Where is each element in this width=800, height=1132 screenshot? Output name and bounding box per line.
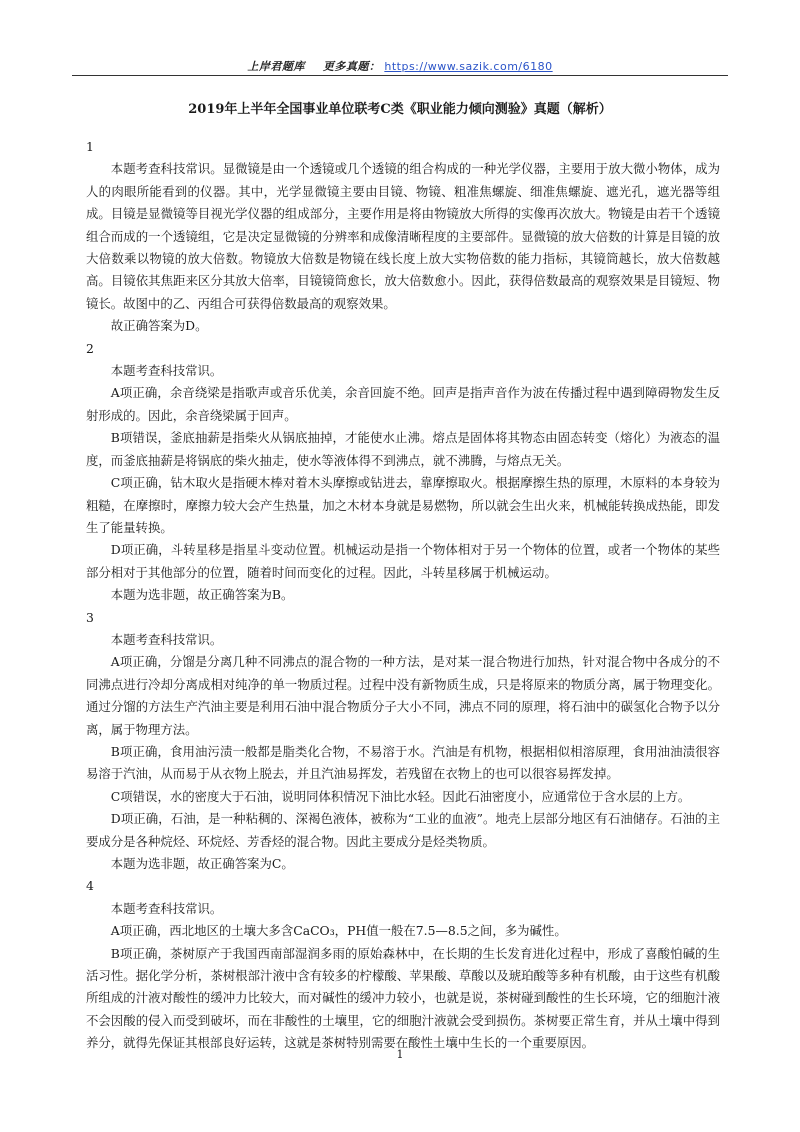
paragraph: A项正确，西北地区的土壤大多含CaCO₃，PH值一般在7.5—8.5之间，多为碱性。 — [110, 923, 567, 939]
paragraph: A项正确，分馏是分离几种不同沸点的混合物的一种方法，是对某一混合物进行加热，针对混合物中各成分的不同沸点进行冷却分离成相对纯净的单一物质过程。过程中没有新物质生成，只是将原来的物质分离，属于物理变化。通过分馏的方法生产汽油主要是利用石油中混合物质分子大小不同，沸点不同的原理，将石油中的碳氢化合物予以分离，属于物理方法。 — [86, 654, 720, 737]
paragraph: B项正确，食用油污渍一般都是脂类化合物，不易溶于水。汽油是有机物，根据相似相溶原理，食用油油渍很容易溶于汽油，从而易于从衣物上脱去，并且汽油易挥发，若残留在衣物上的也可以很容易挥发掉。 — [86, 743, 720, 782]
paragraph: 本题为选非题，故正确答案为B。 — [110, 587, 294, 603]
question-number: 1 — [86, 139, 94, 154]
paragraph: 本题考查科技常识。 — [110, 631, 223, 647]
paragraph: C项正确，钻木取火是指硬木棒对着木头摩擦或钻进去，靠摩擦取火。根据摩擦生热的原理，木原料的本身较为粗糙，在摩擦时，摩擦力较大会产生热量，加之木材本身就是易燃物，所以就会生出火来，机械能转换成热能，即发生了能量转换。 — [86, 475, 720, 535]
paragraph: 故正确答案为D。 — [110, 318, 208, 334]
paragraph: D项正确，斗转星移是指星斗变动位置。机械运动是指一个物体相对于另一个物体的位置，或者一个物体的某些部分相对于其他部分的位置，随着时间而变化的过程。因此，斗转星移属于机械运动。 — [86, 542, 720, 580]
page-header — [0, 58, 800, 74]
site-name: 上岸君题库 — [247, 60, 305, 73]
paragraph: 本题考查科技常识。显微镜是由一个透镜或几个透镜的组合构成的一种光学仪器，主要用于放大微小物体，成为人的肉眼所能看到的仪器。其中，光学显微镜主要由目镜、物镜、粗准焦螺旋、细准焦螺旋、遮光孔，遮光器等组成。目镜是显微镜等目视光学仪器的组成部分，主要作用是将由物镜放大所得的实像再次放大。物镜是由若干个透镜组合而成的一个透镜组，它是决定显微镜的分辨率和成像清晰程度的主要部件。显微镜的放大倍数的计算是目镜的放大倍数乘以物镜的放大倍数。物镜放大倍数是物镜在线长度上放大实物倍数的能力指标，其镜筒越长，放大倍数越高。目镜依其焦距来区分其放大倍率，目镜镜筒愈长，放大倍数愈小。因此，获得倍数最高的观察效果是目镜短、物镜长。故图中的乙、丙组合可获得倍数最高的观察效果。 — [86, 161, 720, 311]
paragraph: D项正确，石油，是一种粘稠的、深褐色液体，被称为“工业的血液”。地壳上层部分地区有石油储存。石油的主要成分是各种烷烃、环烷烃、芳香烃的混合物。因此主要成分是烃类物质。 — [86, 811, 720, 849]
paragraph: 本题考查科技常识。 — [110, 900, 223, 916]
source-label: 更多真题： — [322, 60, 381, 73]
document-body — [86, 136, 720, 1055]
paragraph: 本题考查科技常识。 — [110, 363, 223, 379]
source-link[interactable]: https://www.sazik.com/6180 — [384, 60, 553, 73]
document-title: 2019年上半年全国事业单位联考C类《职业能力倾向测验》真题（解析） — [188, 102, 612, 117]
paragraph: 本题为选非题，故正确答案为C。 — [110, 856, 294, 871]
header-divider — [72, 75, 728, 76]
question-number: 3 — [86, 609, 94, 625]
page-number: 1 — [396, 1048, 404, 1061]
question-number: 2 — [86, 340, 94, 356]
paragraph: A项正确，余音绕梁是指歌声或音乐优美，余音回旋不绝。回声是指声音作为波在传播过程中遇到障碍物发生反射形成的。因此，余音绕梁属于回声。 — [86, 385, 720, 423]
paragraph: B项正确，茶树原产于我国西南部湿润多雨的原始森林中，在长期的生长发育进化过程中，形成了喜酸怕碱的生活习性。据化学分析，茶树根部汁液中含有较多的柠檬酸、苹果酸、草酸以及琥珀酸等多种有机酸，由于这些有机酸所组成的汁液对酸性的缓冲力比较大，而对碱性的缓冲力较小，也就是说，茶树碰到酸性的生长环境，它的细胞汁液不会因酸的侵入而受到破坏，而在非酸性的土壤里，它的细胞汁液就会受到损伤。茶树要正常生育，并从土壤中得到养分，就得先保证其根部良好运转，这就是茶树特别需要在酸性土壤中生长的一个重要原因。 — [86, 945, 720, 1051]
paragraph: C项错误，水的密度大于石油，说明同体积情况下油比水轻。因此石油密度小，应通常位于含水层的上方。 — [110, 788, 691, 804]
question-number: 4 — [86, 878, 94, 894]
paragraph: B项错误，釜底抽薪是指柴火从锅底抽掉，才能使水止沸。熔点是固体将其物态由固态转变（熔化）为液态的温度，而釜底抽薪是将锅底的柴火抽走，使水等液体得不到沸点，就不沸腾，与熔点无关。 — [86, 430, 720, 468]
